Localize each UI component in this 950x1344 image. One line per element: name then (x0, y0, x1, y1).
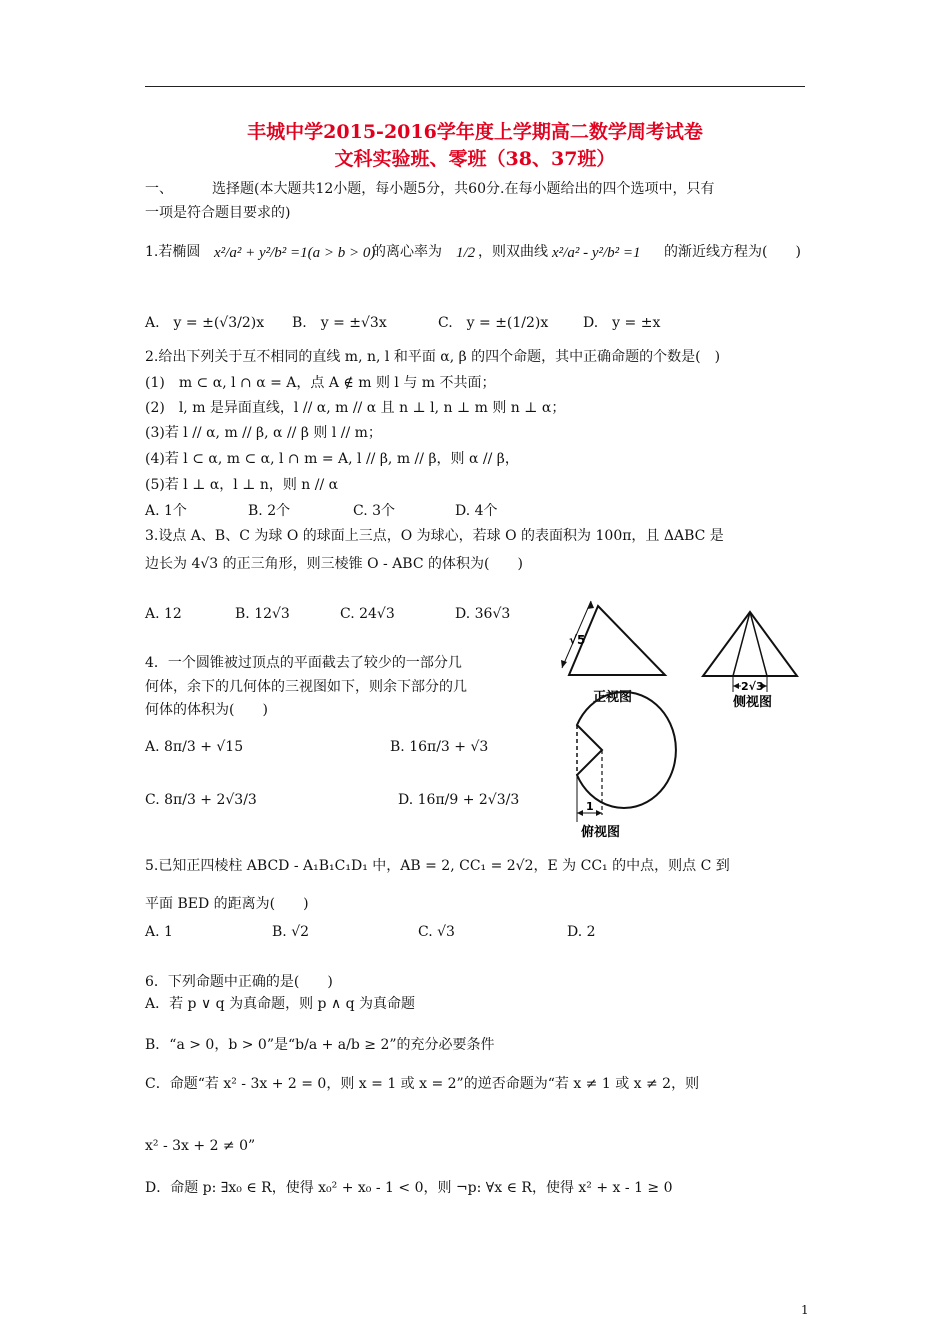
q6-stem: 6．下列命题中正确的是( ) (145, 974, 333, 990)
q3-option-c: C. 24√3 (340, 606, 395, 622)
q2-item-5: (5)若 l ⊥ α，l ⊥ n，则 n // α (145, 477, 339, 493)
q1-ecc: 1/2 (456, 245, 476, 261)
q1-text1: 1.若椭圆 (145, 244, 201, 260)
q4-option-b: B. 16π/3 + √3 (390, 739, 489, 755)
q2-item-3: (3)若 l // α, m // β, α // β 则 l // m； (145, 425, 382, 441)
page-title: 丰城中学2015-2016学年度上学期高二数学周考试卷 (247, 121, 703, 143)
header-rule (145, 86, 805, 87)
front-dim-arrow-bottom (561, 660, 567, 668)
q5-line-1: 5.已知正四棱柱 ABCD - A₁B₁C₁D₁ 中，AB = 2, CC₁ = 2√2，E 为 CC₁ 的中点，则点 C 到 (145, 858, 730, 874)
q2-item-1: (1) m ⊂ α, l ∩ α = A，点 A ∉ m 则 l 与 m 不共面； (145, 375, 496, 391)
q1-option-a: A. y = ±(√3/2)x (145, 315, 265, 331)
section-number: 一、 (145, 181, 173, 197)
q1-hyperbola: x²/a² - y²/b² =1 (552, 245, 641, 261)
q4-option-a: A. 8π/3 + √15 (145, 739, 244, 755)
q2-option-c: C. 3个 (353, 503, 396, 519)
q5-line-2: 平面 BED 的距离为( ) (145, 896, 309, 912)
q2-option-d: D. 4个 (455, 503, 498, 519)
q3-line-1: 3.设点 A、B、C 为球 O 的球面上三点，O 为球心，若球 O 的表面积为 100π，且 ΔABC 是 (145, 528, 724, 544)
q1-option-d: D. y = ±x (583, 315, 661, 331)
section-heading: 选择题(本大题共12小题，每小题5分，共60分.在每小题给出的四个选项中，只有 (212, 181, 715, 197)
side-edge-right (750, 612, 767, 676)
q2-item-4: (4)若 l ⊂ α, m ⊂ α, l ∩ m = A, l // β, m // β，则 α // β， (145, 451, 519, 467)
q4-line-1: 4．一个圆锥被过顶点的平面截去了较少的一部分几 (145, 655, 462, 671)
section-heading-cont: 一项是符合题目要求的) (145, 205, 291, 221)
q3-option-a: A. 12 (145, 606, 182, 622)
side-view-triangle (703, 612, 797, 676)
q1-text2: 的离心率为 (372, 244, 442, 260)
side-caption: 侧视图 (733, 695, 773, 710)
top-view-shape (577, 692, 676, 808)
q5-option-a: A. 1 (145, 924, 173, 940)
q3-line-2: 边长为 4√3 的正三角形，则三棱锥 O - ABC 的体积为( ) (145, 556, 523, 572)
q6-option-c: C．命题“若 x² - 3x + 2 = 0，则 x = 1 或 x = 2”的逆否命题为“若 x ≠ 1 或 x ≠ 2，则 (145, 1076, 700, 1092)
q4-line-3: 何体的体积为( ) (145, 702, 268, 718)
q3-option-b: B. 12√3 (235, 606, 290, 622)
q5-option-c: C. √3 (418, 924, 455, 940)
q6-option-a: A．若 p ∨ q 为真命题，则 p ∧ q 为真命题 (145, 996, 416, 1012)
three-view-figure (555, 600, 805, 845)
q4-option-d: D. 16π/9 + 2√3/3 (398, 792, 520, 808)
q2-stem: 2.给出下列关于互不相同的直线 m, n, l 和平面 α, β 的四个命题，其中正确命题的个数是( ) (145, 349, 721, 365)
q6-option-d: D．命题 p: ∃x₀ ∈ R，使得 x₀² + x₀ - 1 < 0，则 ¬p: ∀x ∈ R，使得 x² + x - 1 ≥ 0 (145, 1180, 673, 1196)
page-subtitle: 文科实验班、零班（38、37班） (334, 148, 616, 170)
q2-item-2: (2) l, m 是异面直线，l // α, m // α 且 n ⊥ l, n ⊥ m 则 n ⊥ α； (145, 400, 566, 416)
q6-option-b: B．“a > 0，b > 0”是“b/a + a/b ≥ 2”的充分必要条件 (145, 1037, 495, 1053)
q1-text3: ，则双曲线 (478, 244, 548, 260)
q1-option-b: B. y = ±√3x (292, 315, 387, 331)
side-edge-left (733, 612, 750, 676)
q3-option-d: D. 36√3 (455, 606, 511, 622)
top-dim-label: 1 (586, 800, 594, 813)
q5-option-b: B. √2 (272, 924, 310, 940)
front-dim-arrow-top (587, 601, 594, 609)
q5-option-d: D. 2 (567, 924, 596, 940)
q1-ellipse: x²/a² + y²/b² =1(a > b > 0) (214, 245, 376, 261)
q2-option-b: B. 2个 (248, 503, 291, 519)
front-side-label: √5 (569, 633, 586, 647)
q4-line-2: 何体，余下的几何体的三视图如下，则余下部分的几 (145, 679, 467, 695)
q6-option-c-cont: x² - 3x + 2 ≠ 0” (145, 1138, 256, 1154)
side-dim-label: 2√3 (741, 680, 764, 693)
page-number: 1 (801, 1303, 809, 1317)
front-caption: 正视图 (593, 690, 633, 705)
q1-text4: 的渐近线方程为( ) (664, 244, 801, 260)
q4-option-c: C. 8π/3 + 2√3/3 (145, 792, 257, 808)
q1-option-c: C. y = ±(1/2)x (438, 315, 549, 331)
q2-option-a: A. 1个 (145, 503, 187, 519)
top-caption: 俯视图 (581, 825, 621, 840)
